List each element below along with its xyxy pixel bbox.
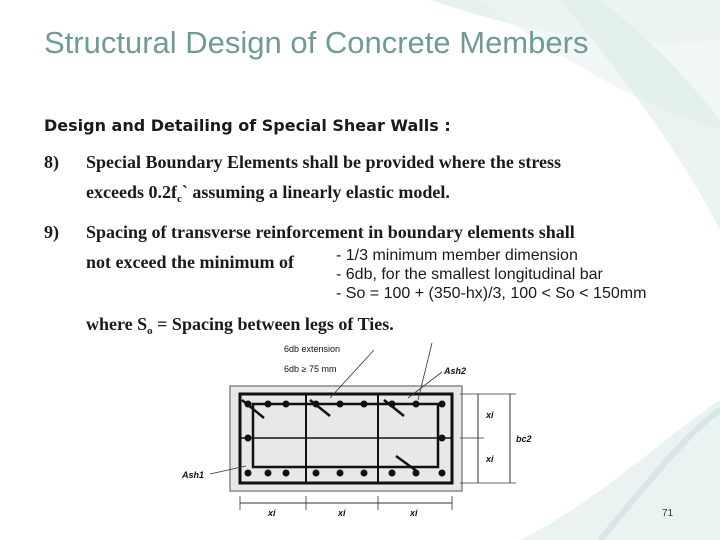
spacing-option-3: - So = 100 + (350-hx)/3, 100 < So < 150mm: [336, 285, 647, 302]
item-9-note-sub: o: [147, 325, 153, 337]
label-ash1: Ash1: [182, 470, 205, 480]
slide-title: Structural Design of Concrete Members: [44, 25, 589, 60]
spacing-option-2: - 6db, for the smallest longitudinal bar: [336, 266, 603, 283]
item-8-number: 8): [44, 152, 59, 172]
label-ash2: Ash2: [444, 366, 467, 376]
item-8-line2-pre: exceeds 0.2f: [86, 182, 177, 202]
item-8-line2-post: ` assuming a linearly elastic model.: [181, 182, 450, 202]
spacing-options-list: [336, 246, 672, 308]
item-9-line1: Spacing of transverse reinforcement in boundary elements shall: [86, 222, 575, 242]
item-9-line2: not exceed the minimum of: [86, 252, 294, 272]
label-6db-extension: 6db extension: [284, 344, 341, 354]
boundary-element-detail-figure: [160, 338, 560, 523]
label-xi-bottom-3: xi: [410, 508, 418, 518]
item-9-note: [86, 314, 394, 337]
spacing-option-1: - 1/3 minimum member dimension: [336, 247, 578, 264]
label-bc2: bc2: [516, 434, 532, 444]
label-xi-bottom-1: xi: [268, 508, 276, 518]
label-6db-75mm: 6db ≥ 75 mm: [284, 364, 337, 374]
item-9-number: 9): [44, 222, 59, 242]
label-xi-right-top: xi: [486, 410, 494, 420]
item-8-line1: Special Boundary Elements shall be provided where the stress: [86, 152, 562, 172]
item-9-note-post: = Spacing between legs of Ties.: [152, 314, 394, 334]
label-xi-right-bottom: xi: [486, 454, 494, 464]
label-xi-bottom-2: xi: [338, 508, 346, 518]
item-9-note-pre: where S: [86, 314, 148, 334]
item-8-line2: [86, 182, 450, 205]
page-number: 71: [662, 508, 674, 519]
item-8-line2-sub: c: [176, 193, 182, 205]
slide-subtitle: Design and Detailing of Special Shear Walls :: [44, 116, 451, 135]
